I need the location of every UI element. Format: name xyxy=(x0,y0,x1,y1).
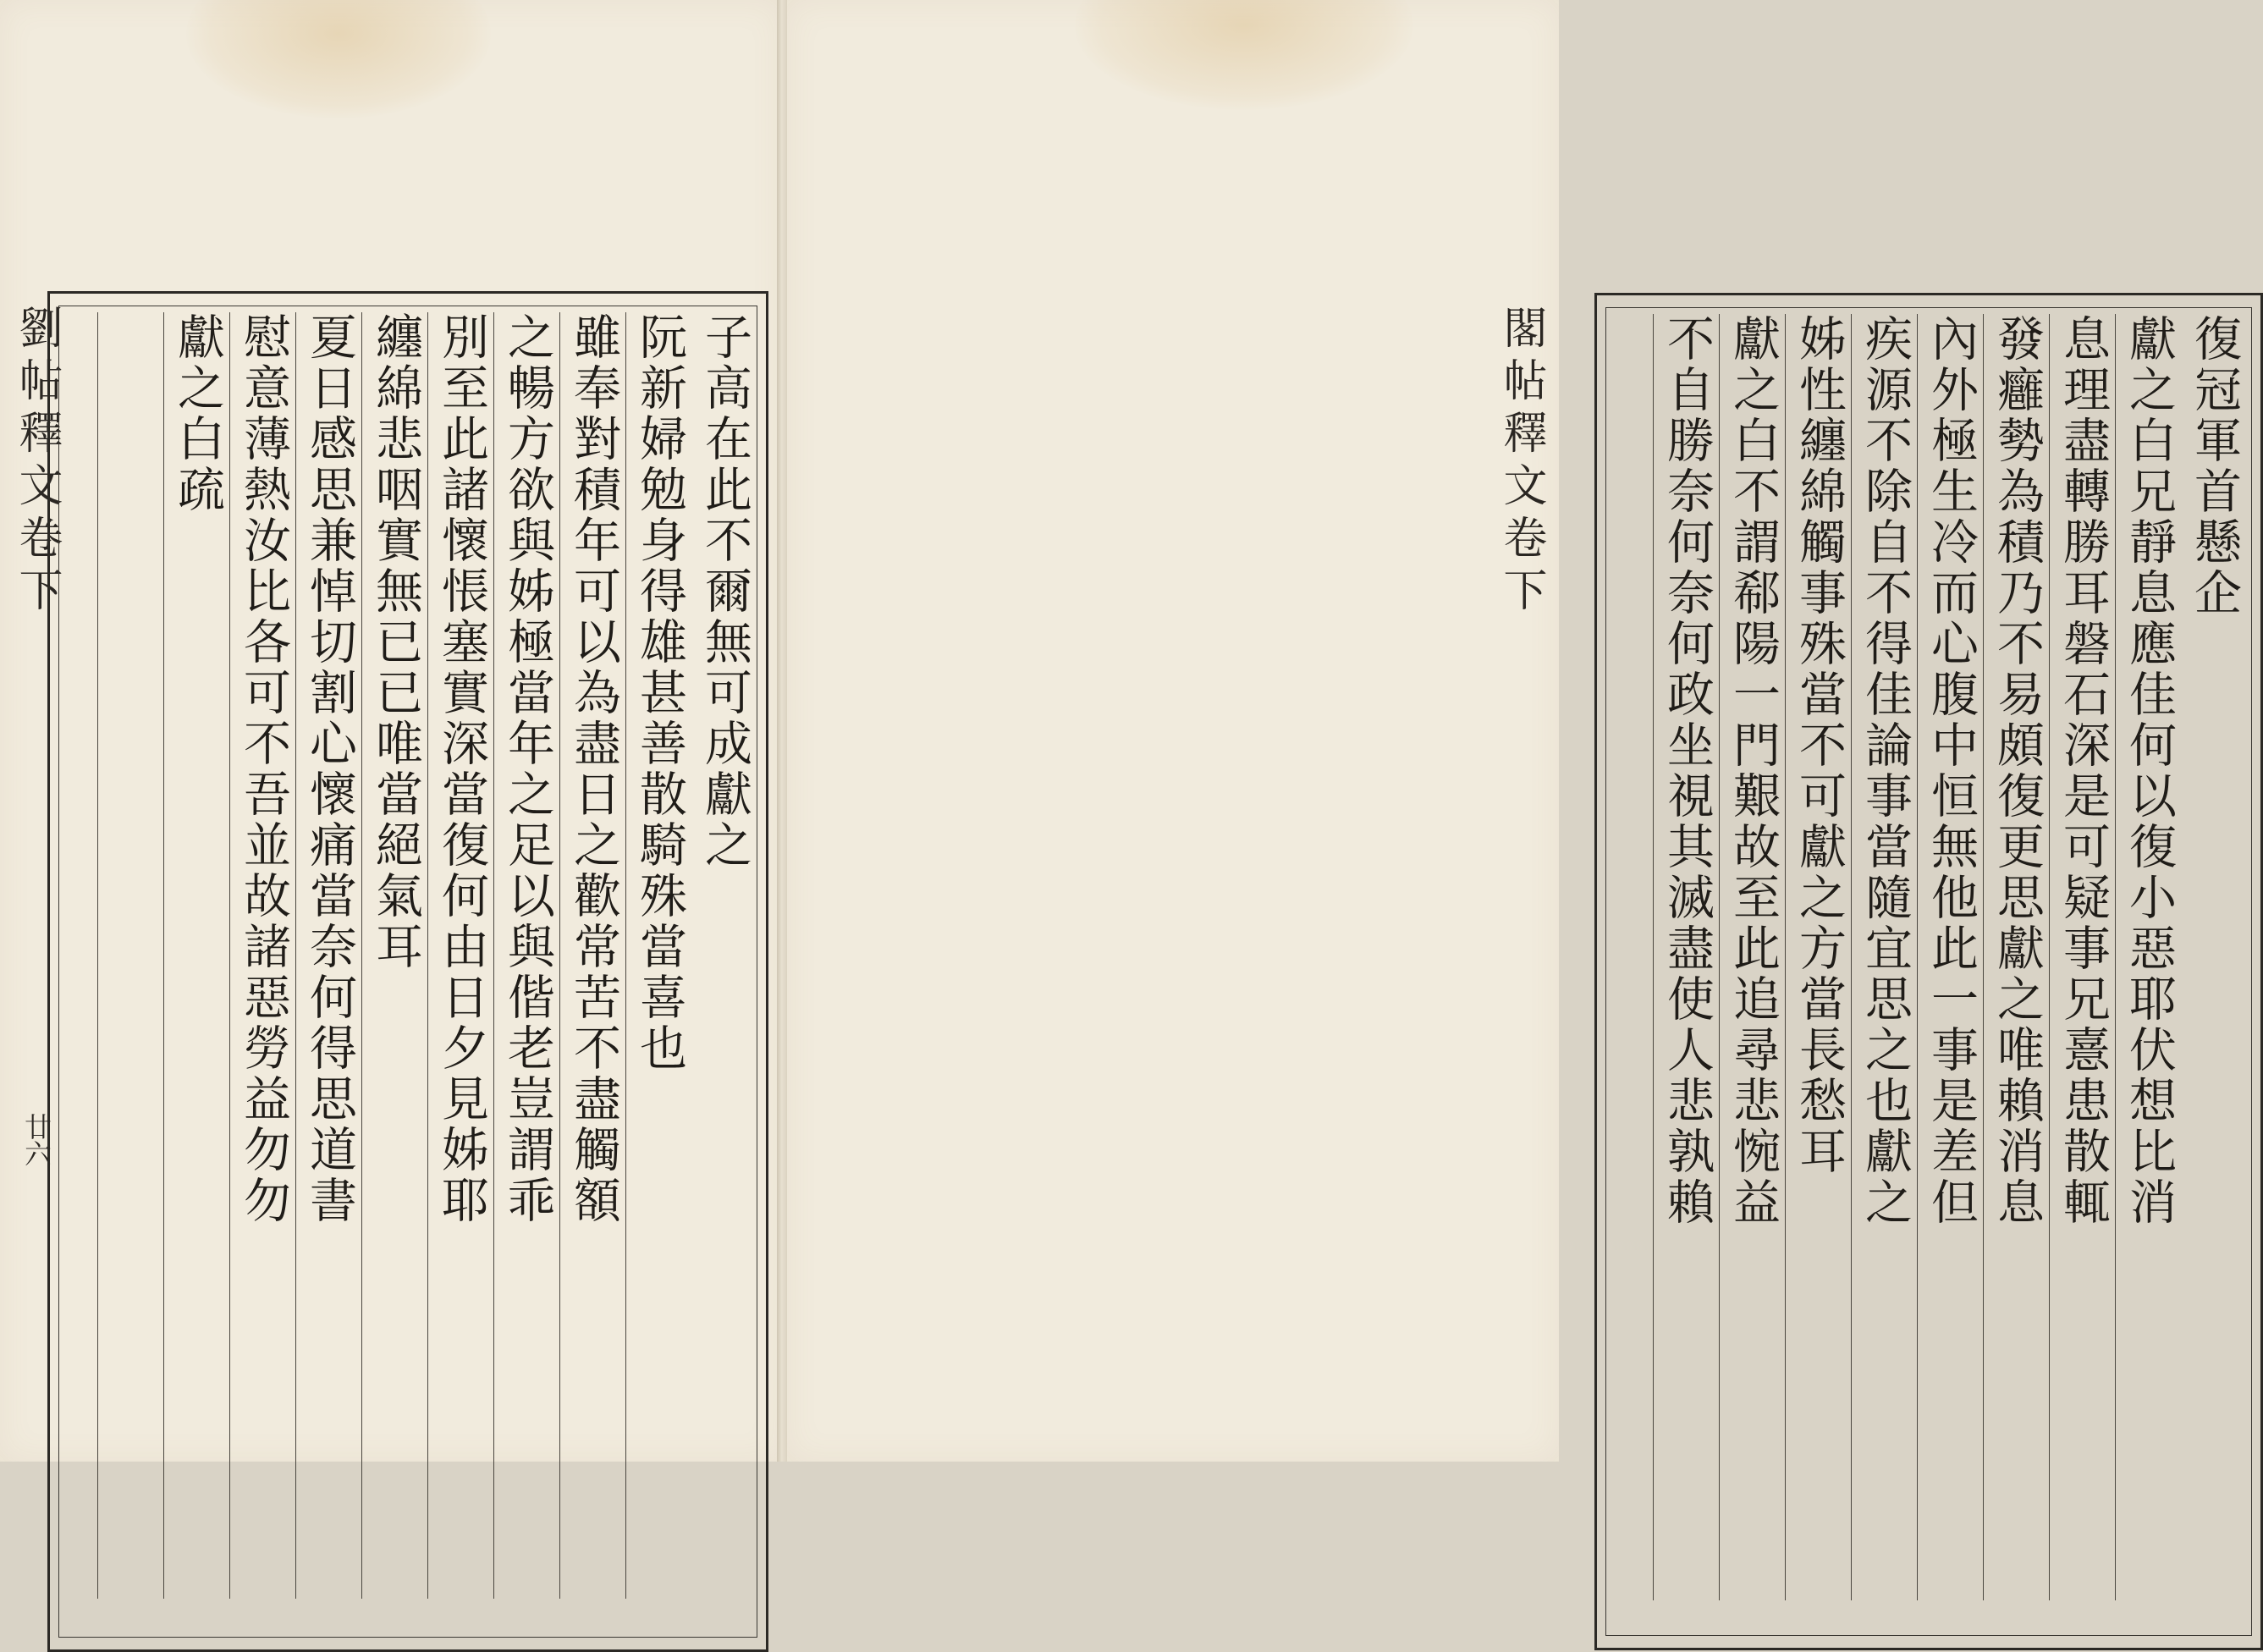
right-column-8: 獻之白不謂郗陽一門艱故至此追尋悲惋益 xyxy=(1719,314,1786,1600)
left-leaf xyxy=(0,0,782,1462)
left-column-10 xyxy=(97,312,164,1599)
left-column-3: 雖奉對積年可以為盡日之歡常苦不盡觸額 xyxy=(559,312,626,1599)
left-text-frame xyxy=(47,291,768,1652)
left-column-6: 纏綿悲咽實無已已唯當絕氣耳 xyxy=(361,312,428,1599)
left-column-7: 夏日感思兼悼切割心懷痛當奈何得思道書 xyxy=(295,312,362,1599)
right-leaf xyxy=(787,0,2242,1462)
left-column-2: 阮新婦勉身得雄甚善散騎殊當喜也 xyxy=(625,312,692,1599)
right-column-3: 息理盡轉勝耳磐石深是可疑事兄憙患散輒 xyxy=(2049,314,2116,1600)
right-column-7: 姊性纏綿觸事殊當不可獻之方當長愁耳 xyxy=(1785,314,1852,1600)
left-column-5: 別至此諸懷悵塞實深當復何由日夕見姊耶 xyxy=(427,312,494,1599)
left-margin-title: 劉帖釋文卷下 xyxy=(11,305,62,620)
left-column-1: 子高在此不爾無可成獻之 xyxy=(697,312,752,871)
right-column-4: 發癰勢為積乃不易頗復更思獻之唯賴消息 xyxy=(1983,314,2050,1600)
right-column-2: 獻之白兄靜息應佳何以復小惡耶伏想比消 xyxy=(2115,314,2182,1600)
left-column-8: 慰意薄熱汝比各可不吾並故諸惡勞益勿勿 xyxy=(229,312,296,1599)
right-text-frame xyxy=(1594,293,2263,1650)
left-column-4: 之暢方欲與姊極當年之足以與偕老豈謂乖 xyxy=(493,312,560,1599)
right-column-5: 內外極生冷而心腹中恒無他此一事是差但 xyxy=(1917,314,1984,1600)
water-stain-left xyxy=(186,0,491,118)
folio-number: 廿六 xyxy=(20,1113,52,1167)
right-column-1: 復冠軍首懸企 xyxy=(2187,314,2242,619)
right-column-6: 疾源不除自不得佳論事當隨宜思之也獻之 xyxy=(1851,314,1918,1600)
right-margin-title: 閣帖釋文卷下 xyxy=(1495,305,1546,620)
left-column-9: 獻之白疏 xyxy=(163,312,230,1599)
water-stain-right xyxy=(1075,0,1413,110)
right-column-9: 不自勝奈何奈何政坐視其滅盡使人悲孰賴 xyxy=(1653,314,1720,1600)
